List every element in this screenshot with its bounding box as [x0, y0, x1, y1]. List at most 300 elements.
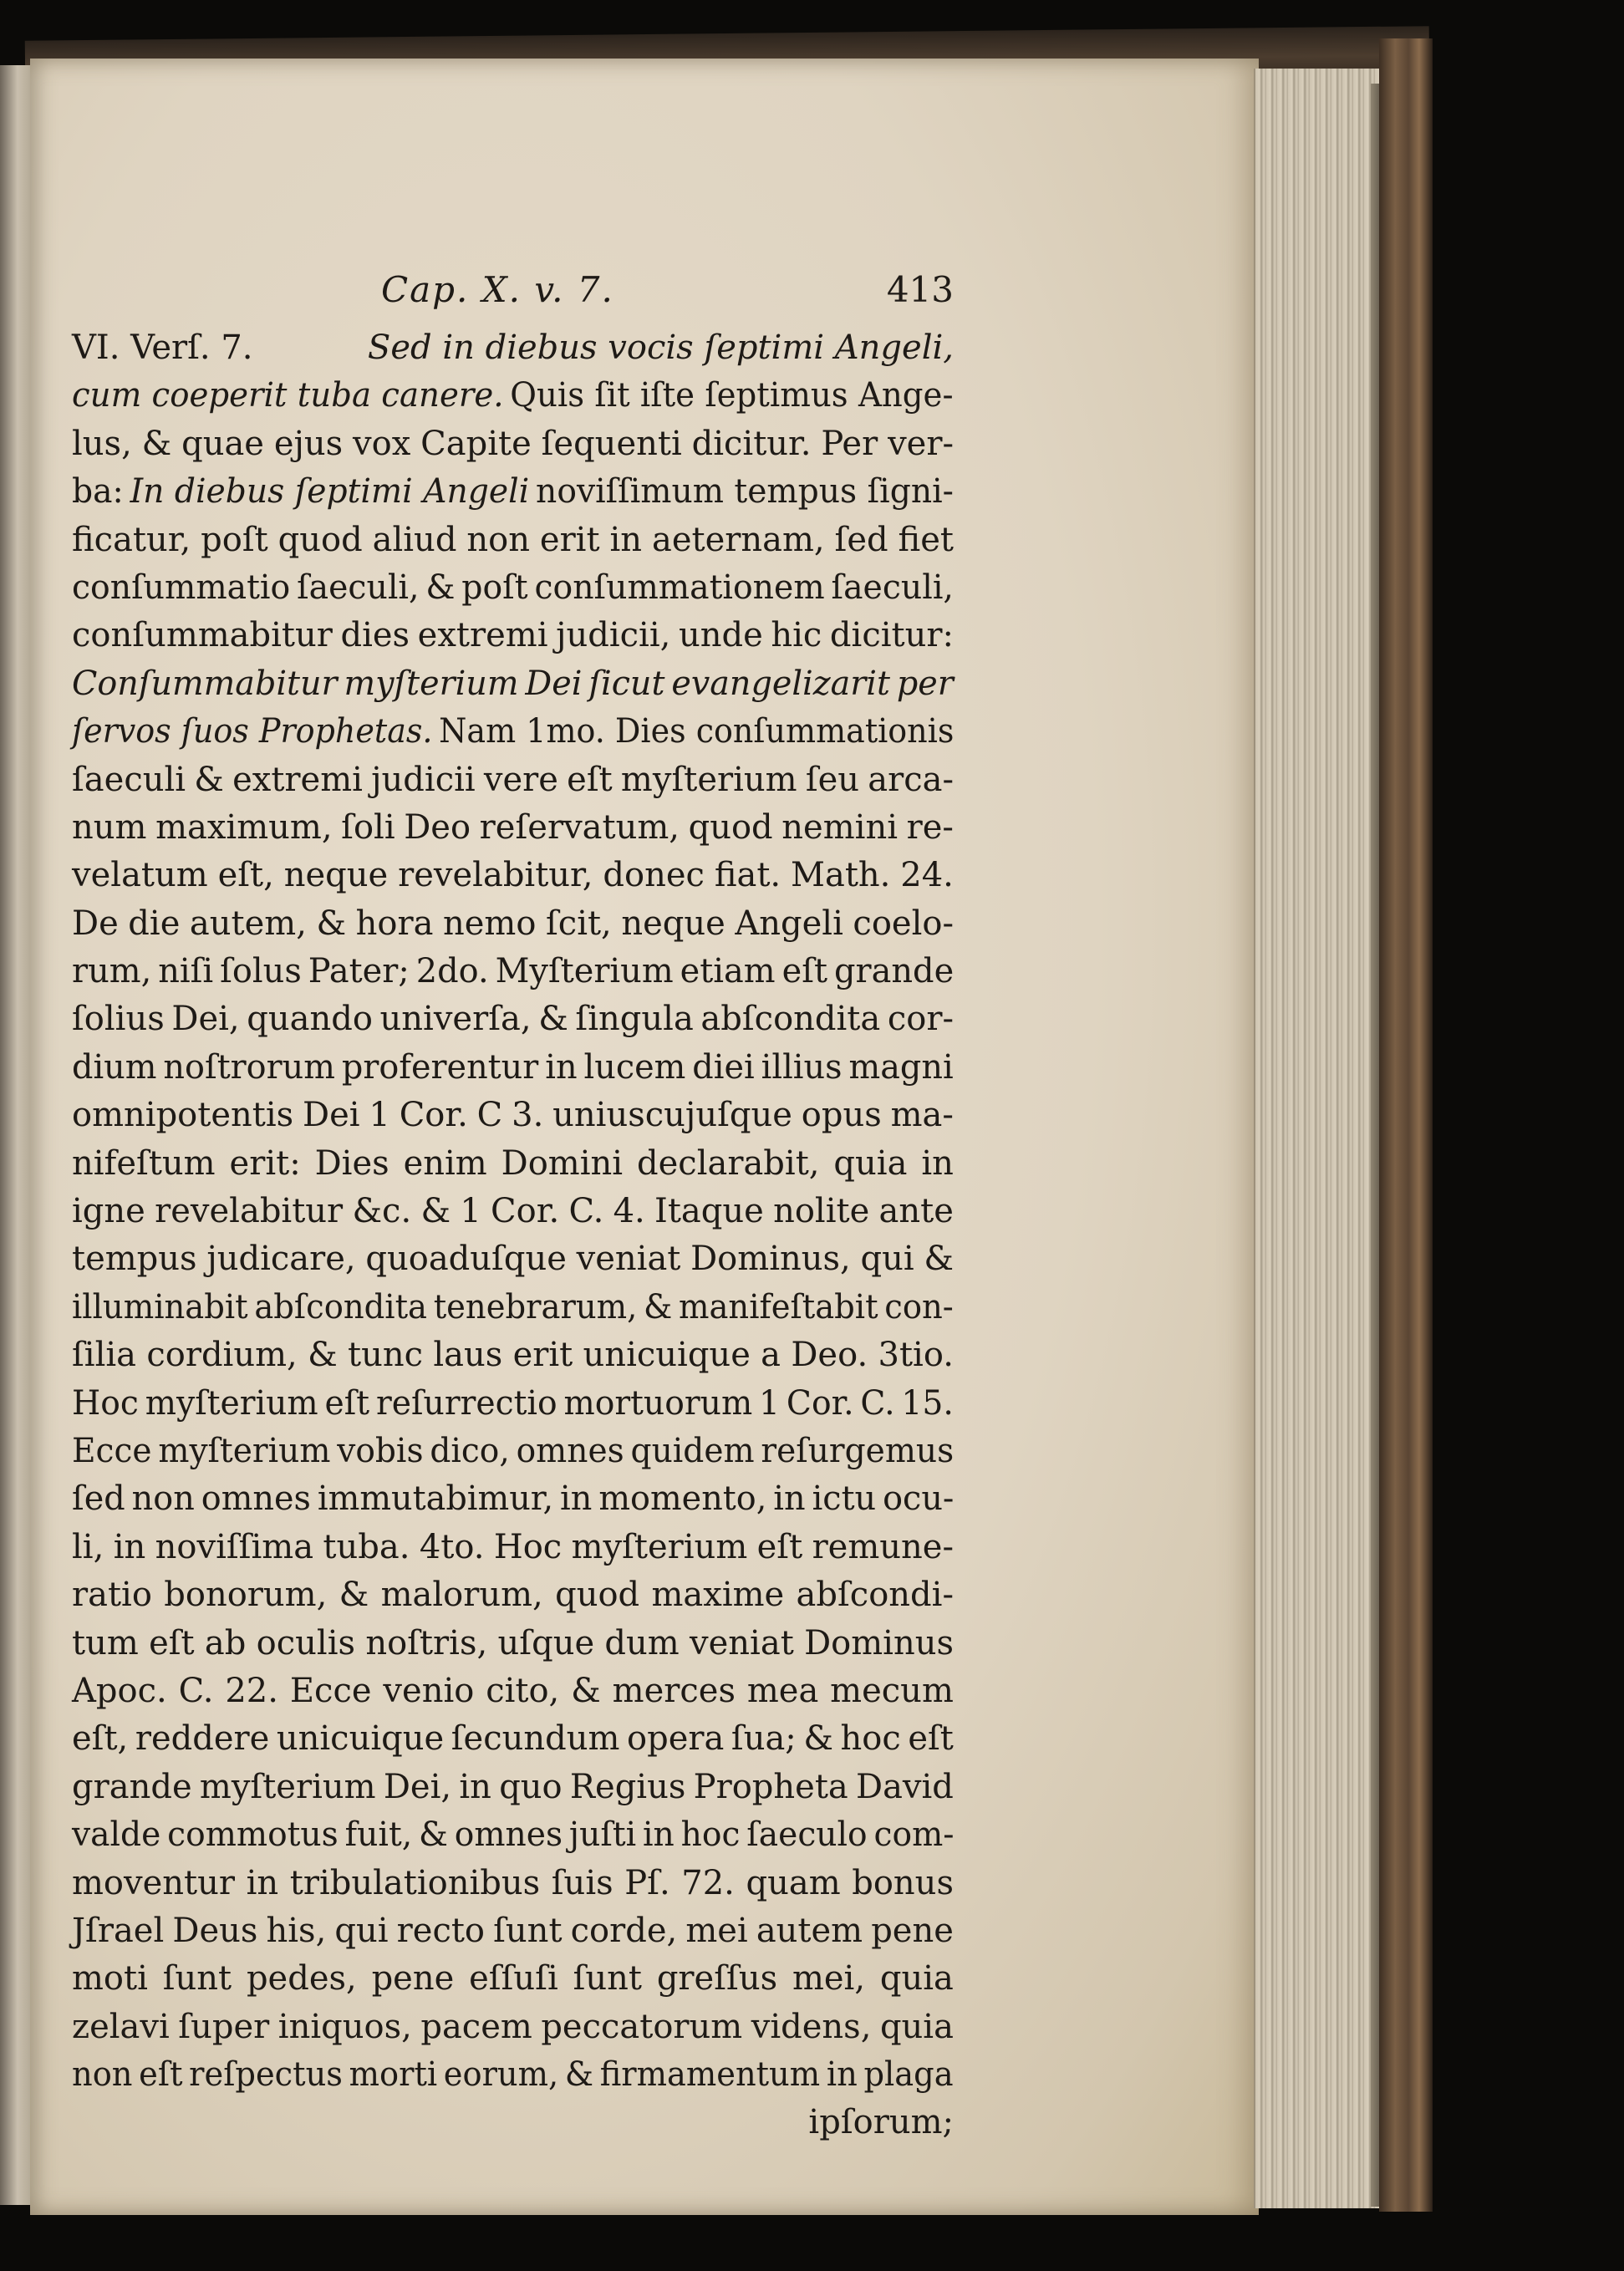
text-word: ſoli — [341, 807, 395, 847]
text-line — [72, 1764, 954, 1811]
text-word: zelavi — [72, 2007, 170, 2046]
text-word: Deo — [404, 807, 471, 847]
body-text — [72, 324, 954, 2099]
text-word: ſuis — [551, 1863, 613, 1902]
text-word: Domini — [501, 1143, 624, 1183]
text-word: in — [826, 2055, 858, 2095]
text-word: manifeſtabit — [678, 1287, 878, 1326]
text-word: myſterium — [158, 1431, 331, 1470]
text-word: C — [476, 1096, 503, 1135]
text-word: Dominus — [804, 1623, 954, 1663]
text-word: ſcit, — [545, 904, 612, 943]
text-word: David — [856, 1767, 954, 1806]
text-word: quod — [555, 1576, 640, 1615]
text-word: etiam — [680, 952, 776, 991]
text-word: conſummationem — [534, 568, 825, 607]
text-word: ſaeculi, — [297, 568, 420, 607]
text-word: greſſus — [656, 1959, 778, 1999]
text-word: venio — [383, 1671, 475, 1710]
text-word: nifeſtum — [72, 1143, 216, 1183]
text-line — [72, 852, 954, 899]
text-segment: VI. Verſ. 7. — [72, 328, 253, 367]
text-word: ma- — [890, 1096, 954, 1135]
text-word: quia — [833, 1143, 908, 1183]
text-word: valde — [72, 1815, 161, 1855]
text-word: & — [339, 1576, 369, 1615]
text-word: bonorum, — [164, 1576, 328, 1615]
text-word: Per — [821, 424, 878, 463]
text-word: & — [564, 2055, 594, 2095]
text-word: mecum — [830, 1671, 954, 1710]
text-word: igne — [72, 1192, 145, 1231]
text-line — [72, 1380, 954, 1428]
text-word: lucem — [583, 1047, 686, 1087]
text-word: grande — [833, 952, 955, 991]
text-word: ab — [204, 1623, 247, 1663]
text-word: erit: — [229, 1143, 301, 1183]
text-word: veniat — [690, 1623, 794, 1663]
text-word: 1 — [759, 1383, 781, 1423]
text-word: fiat. — [714, 856, 781, 895]
text-word: & — [308, 1336, 338, 1375]
text-word: quo — [499, 1767, 563, 1806]
text-word: rum, — [72, 952, 152, 991]
text-word: in — [560, 1479, 593, 1519]
text-word: peccatorum — [541, 2007, 743, 2046]
text-word: omnes — [516, 1431, 624, 1470]
text-word: C. — [568, 1192, 604, 1231]
text-word: unicuique — [276, 1719, 445, 1759]
text-word: Capite — [420, 424, 532, 463]
text-word: fiet — [898, 520, 954, 559]
text-word: oculis — [256, 1623, 356, 1663]
text-word: eſt — [567, 760, 613, 799]
text-line — [72, 324, 954, 372]
text-word: qui — [334, 1911, 389, 1950]
text-word: in — [459, 1767, 491, 1806]
page-fore-edge — [1254, 69, 1381, 2208]
text-word: ſed — [834, 520, 888, 559]
text-word: & — [420, 1192, 451, 1231]
text-line — [72, 372, 954, 420]
text-word: per — [896, 664, 954, 703]
text-line — [72, 1571, 954, 1619]
text-word: tribulationibus — [289, 1863, 541, 1902]
text-word: in — [609, 520, 643, 559]
text-word: non — [466, 520, 530, 559]
text-word: ſed — [72, 1479, 125, 1519]
text-word: Math. — [791, 856, 891, 895]
text-word: 4. — [613, 1192, 645, 1231]
text-word: revelabitur, — [398, 856, 593, 895]
text-line — [72, 1715, 954, 1763]
text-word: myſterium — [145, 1383, 318, 1423]
text-word: eſſuſi — [469, 1959, 558, 1999]
text-word: reddere — [135, 1719, 270, 1759]
text-word: judicare, — [206, 1240, 356, 1279]
text-line — [72, 1668, 954, 1715]
text-word: conſummatio — [72, 568, 291, 607]
text-word: extremi — [417, 616, 548, 655]
text-word: recto — [396, 1911, 486, 1950]
text-word: abſcondita — [254, 1287, 427, 1326]
text-word: abſcondita — [700, 1000, 881, 1039]
text-word: unde — [678, 616, 763, 655]
text-word: Ecce — [72, 1431, 152, 1470]
text-word: univerſa, — [379, 1000, 532, 1039]
text-word: illuminabit — [72, 1287, 248, 1326]
text-word: com- — [873, 1815, 955, 1855]
text-word: ratio — [72, 1576, 152, 1615]
text-line — [72, 900, 954, 948]
text-word: ante — [878, 1192, 954, 1231]
text-word: tuba. — [323, 1527, 410, 1566]
text-word: fuit, — [344, 1815, 413, 1855]
text-word: laus — [433, 1336, 503, 1375]
text-word: iniquos, — [277, 2007, 412, 2046]
text-word: omnes — [454, 1815, 563, 1855]
text-word: 15. — [901, 1383, 954, 1423]
text-word: ictu — [812, 1479, 877, 1519]
text-word: mea — [746, 1671, 819, 1710]
text-word: in — [545, 1047, 578, 1087]
text-word: tenebrarum, — [433, 1287, 638, 1326]
text-line — [72, 756, 954, 804]
text-word: evangelizarit — [671, 664, 890, 703]
text-word: die — [128, 904, 181, 943]
text-word: moti — [72, 1959, 148, 1999]
text-word: neque — [283, 856, 389, 895]
text-word: Deo. — [791, 1336, 868, 1375]
text-word: eſt — [756, 1527, 803, 1566]
text-word: ſicut — [588, 664, 665, 703]
text-segment: noviſſimum tempus ſigni- — [536, 472, 954, 512]
text-word: cor- — [887, 1000, 954, 1039]
text-line — [72, 1620, 954, 1668]
text-line — [72, 1235, 954, 1283]
text-word: dicitur: — [829, 616, 954, 655]
text-word: judicii, — [556, 616, 671, 655]
text-segment: cum coeperit tuba canere. — [72, 376, 504, 415]
text-word: donec — [603, 856, 705, 895]
leather-cover — [1379, 38, 1433, 2212]
text-line — [72, 948, 954, 995]
text-word: Conſummabitur — [72, 664, 338, 703]
text-word: in — [921, 1143, 954, 1183]
text-word: uniuscujuſque — [552, 1096, 792, 1135]
text-word: enim — [403, 1143, 487, 1183]
text-line — [72, 1475, 954, 1523]
text-word: momento, — [598, 1479, 767, 1519]
text-word: reſervatum, — [479, 807, 680, 847]
text-word: quae — [181, 424, 264, 463]
text-word: dico, — [430, 1431, 510, 1470]
text-word: nemo — [442, 904, 537, 943]
text-word: ſunt — [493, 1911, 563, 1950]
text-word: velatum — [72, 856, 208, 895]
text-word: Angeli — [735, 904, 843, 943]
text-word: eſt — [908, 1719, 954, 1759]
text-word: morti — [349, 2055, 438, 2095]
text-word: ocu- — [883, 1479, 955, 1519]
text-line — [72, 708, 954, 756]
text-word: reſurrectio — [375, 1383, 557, 1423]
text-word: ficatur, — [72, 520, 191, 559]
text-word: &c. — [352, 1192, 412, 1231]
text-line — [72, 1044, 954, 1092]
text-word: ſunt — [162, 1959, 232, 1999]
text-word: pedes, — [246, 1959, 357, 1999]
text-word: & — [425, 568, 456, 607]
text-word: & — [316, 904, 347, 943]
text-line — [72, 1860, 954, 1907]
text-line — [72, 564, 954, 612]
text-word: omnes — [201, 1479, 311, 1519]
text-word: 24. — [900, 856, 954, 895]
text-word: opus — [801, 1096, 882, 1135]
text-word: Dies — [314, 1143, 389, 1183]
text-word: unicuique — [583, 1336, 751, 1375]
text-word: myſterium — [199, 1767, 376, 1806]
text-word: mortuorum — [563, 1383, 753, 1423]
text-word: Deus — [172, 1911, 258, 1950]
text-line — [72, 1524, 954, 1571]
text-word: tum — [72, 1623, 139, 1663]
text-word: num — [72, 807, 147, 847]
text-word: juſti — [568, 1815, 637, 1855]
text-word: 22. — [225, 1671, 278, 1710]
text-word: quod — [688, 807, 773, 847]
text-word: maxime — [651, 1576, 785, 1615]
text-word: extremi — [232, 760, 363, 799]
text-line — [72, 468, 954, 516]
text-word: nemini — [781, 807, 898, 847]
text-word: De — [72, 904, 119, 943]
text-word: ſeu — [805, 760, 860, 799]
text-word: quidem — [630, 1431, 755, 1470]
text-word: Regius — [569, 1767, 686, 1806]
text-line — [72, 1907, 954, 1955]
text-segment: In diebus ſeptimi Angeli — [130, 472, 530, 512]
text-word: reſurgemus — [761, 1431, 955, 1470]
text-word: Cor. — [399, 1096, 468, 1135]
text-word: in — [773, 1479, 806, 1519]
text-word: & — [803, 1719, 833, 1759]
text-word: vobis — [337, 1431, 424, 1470]
text-word: ver- — [888, 424, 954, 463]
text-word: opera — [627, 1719, 725, 1759]
page-header — [72, 266, 954, 321]
text-word: Propheta — [693, 1767, 848, 1806]
text-word: judicii — [371, 760, 476, 799]
text-word: & — [418, 1815, 448, 1855]
text-word: myſterium — [344, 664, 519, 703]
text-word: ſaeculo — [746, 1815, 868, 1855]
text-word: erit — [539, 520, 600, 559]
text-segment: ba: — [72, 472, 124, 512]
text-word: con- — [884, 1287, 954, 1326]
text-word: pene — [371, 1959, 455, 1999]
text-word: Dominus, — [690, 1240, 851, 1279]
text-word: & — [538, 1000, 568, 1039]
text-word: aeternam, — [651, 520, 825, 559]
text-segment: Sed in diebus vocis ſeptimi Angeli, — [367, 328, 954, 367]
text-word: maximum, — [155, 807, 333, 847]
text-word: erit — [512, 1336, 573, 1375]
text-line — [72, 1332, 954, 1379]
text-word: eſt, — [72, 1719, 129, 1759]
text-word: 1 — [369, 1096, 390, 1135]
text-word: cordium, — [146, 1336, 298, 1375]
text-block — [72, 266, 954, 2147]
text-word: hora — [355, 904, 434, 943]
text-word: autem — [756, 1911, 863, 1950]
text-word: pene — [871, 1911, 954, 1950]
text-word: diei — [692, 1047, 755, 1087]
text-word: re- — [906, 807, 954, 847]
text-word: coelo- — [853, 904, 954, 943]
text-line — [72, 1092, 954, 1139]
text-word: hic — [771, 616, 822, 655]
text-line — [72, 2004, 954, 2051]
text-word: poſt — [201, 520, 268, 559]
text-word: Itaque — [654, 1192, 764, 1231]
text-word: veniat — [576, 1240, 681, 1279]
text-word: commotus — [167, 1815, 339, 1855]
text-word: quando — [247, 1000, 373, 1039]
text-word: videns, — [751, 2007, 872, 2046]
text-line — [72, 1428, 954, 1475]
text-word: noſtrorum — [163, 1047, 335, 1087]
text-word: declarabit, — [637, 1143, 820, 1183]
text-word: C. — [178, 1671, 214, 1710]
text-word: in — [113, 1527, 146, 1566]
text-word: hoc — [680, 1815, 741, 1855]
text-word: & — [194, 760, 224, 799]
text-word: ſunt — [573, 1959, 642, 1999]
text-word: & — [141, 424, 172, 463]
text-word: non — [131, 1479, 195, 1519]
text-word: ſilia — [72, 1336, 137, 1375]
text-segment: Nam 1mo. Dies conſummationis — [439, 712, 955, 751]
text-word: dum — [604, 1623, 680, 1663]
text-word: quam — [746, 1863, 841, 1902]
text-word: immutabimur, — [317, 1479, 554, 1519]
text-word: pacem — [420, 2007, 532, 2046]
text-word: nolite — [773, 1192, 870, 1231]
text-word: ſaeculi — [72, 760, 186, 799]
text-word: Cor. — [491, 1192, 560, 1231]
text-word: ſolus — [220, 952, 302, 991]
text-segment: Quis ſit iſte ſeptimus Ange- — [510, 376, 954, 415]
text-word: grande — [72, 1767, 192, 1806]
text-word: ſaeculi, — [831, 568, 954, 607]
text-word: Hoc — [493, 1527, 563, 1566]
text-word: Dei — [525, 664, 583, 703]
text-word: Ecce — [289, 1671, 372, 1710]
text-word: in — [246, 1863, 279, 1902]
text-word: mei, — [792, 1959, 866, 1999]
text-word: ſecundum — [451, 1719, 620, 1759]
running-head: Cap. X. v. 7. — [381, 269, 614, 310]
text-word: Hoc — [72, 1383, 139, 1423]
text-word: omnipotentis — [72, 1096, 294, 1135]
text-word: autem, — [189, 904, 307, 943]
text-word: arca- — [868, 760, 954, 799]
text-word: abſcondi- — [796, 1576, 954, 1615]
text-word: dium — [72, 1047, 157, 1087]
text-word: malorum, — [380, 1576, 543, 1615]
text-word: illius — [761, 1047, 843, 1087]
text-word: eſt — [139, 2055, 183, 2095]
text-line — [72, 2051, 954, 2099]
text-word: Pater; — [308, 952, 410, 991]
text-word: corde, — [570, 1911, 678, 1950]
text-line — [72, 995, 954, 1043]
text-word: ſua; — [731, 1719, 797, 1759]
text-word: 1 — [460, 1192, 481, 1231]
text-word: magni — [848, 1047, 954, 1087]
text-word: merces — [612, 1671, 736, 1710]
text-word: eſt — [781, 952, 828, 991]
text-word: Dei — [303, 1096, 360, 1135]
text-word: tunc — [348, 1336, 423, 1375]
text-word: & — [571, 1671, 601, 1710]
text-word: Dei, — [171, 1000, 240, 1039]
text-word: 72. — [681, 1863, 735, 1902]
text-word: his, — [266, 1911, 327, 1950]
text-word: li, — [72, 1527, 104, 1566]
text-word: hoc — [840, 1719, 901, 1759]
text-word: aliud — [372, 520, 457, 559]
text-word: moventur — [72, 1863, 235, 1902]
text-word: lus, — [72, 424, 132, 463]
text-word: & — [924, 1240, 954, 1279]
text-line — [72, 612, 954, 659]
text-word: reſpectus — [189, 2055, 343, 2095]
text-word: myſterium — [620, 760, 797, 799]
text-word: myſterium — [571, 1527, 748, 1566]
text-word: non — [72, 2055, 133, 2095]
text-word: dicitur. — [691, 424, 812, 463]
text-word: noviſſima — [155, 1527, 314, 1566]
facing-page-edge — [0, 65, 33, 2205]
text-word: Apoc. — [72, 1671, 167, 1710]
text-word: revelabitur — [155, 1192, 344, 1231]
text-word: qui — [860, 1240, 914, 1279]
text-word: ſolius — [72, 1000, 165, 1039]
text-word: & — [644, 1287, 673, 1326]
text-word: quoaduſque — [365, 1240, 567, 1279]
text-word: neque — [621, 904, 725, 943]
text-word: dies — [340, 616, 410, 655]
text-word: vere — [483, 760, 558, 799]
catchword: ipſorum; — [808, 2103, 954, 2142]
text-word: uſque — [497, 1623, 595, 1663]
text-word: eorum, — [443, 2055, 559, 2095]
text-word: bonus — [852, 1863, 954, 1902]
text-word: 4to. — [419, 1527, 485, 1566]
text-word: 3tio. — [878, 1336, 954, 1375]
text-word: Cor. — [786, 1383, 854, 1423]
text-segment: ſervos ſuos Prophetas. — [72, 712, 433, 751]
text-word: 3. — [512, 1096, 544, 1135]
text-word: Pſ. — [624, 1863, 670, 1902]
text-word: remune- — [812, 1527, 954, 1566]
text-word: firmamentum — [599, 2055, 821, 2095]
text-word: poſt — [461, 568, 528, 607]
text-word: tempus — [72, 1240, 197, 1279]
